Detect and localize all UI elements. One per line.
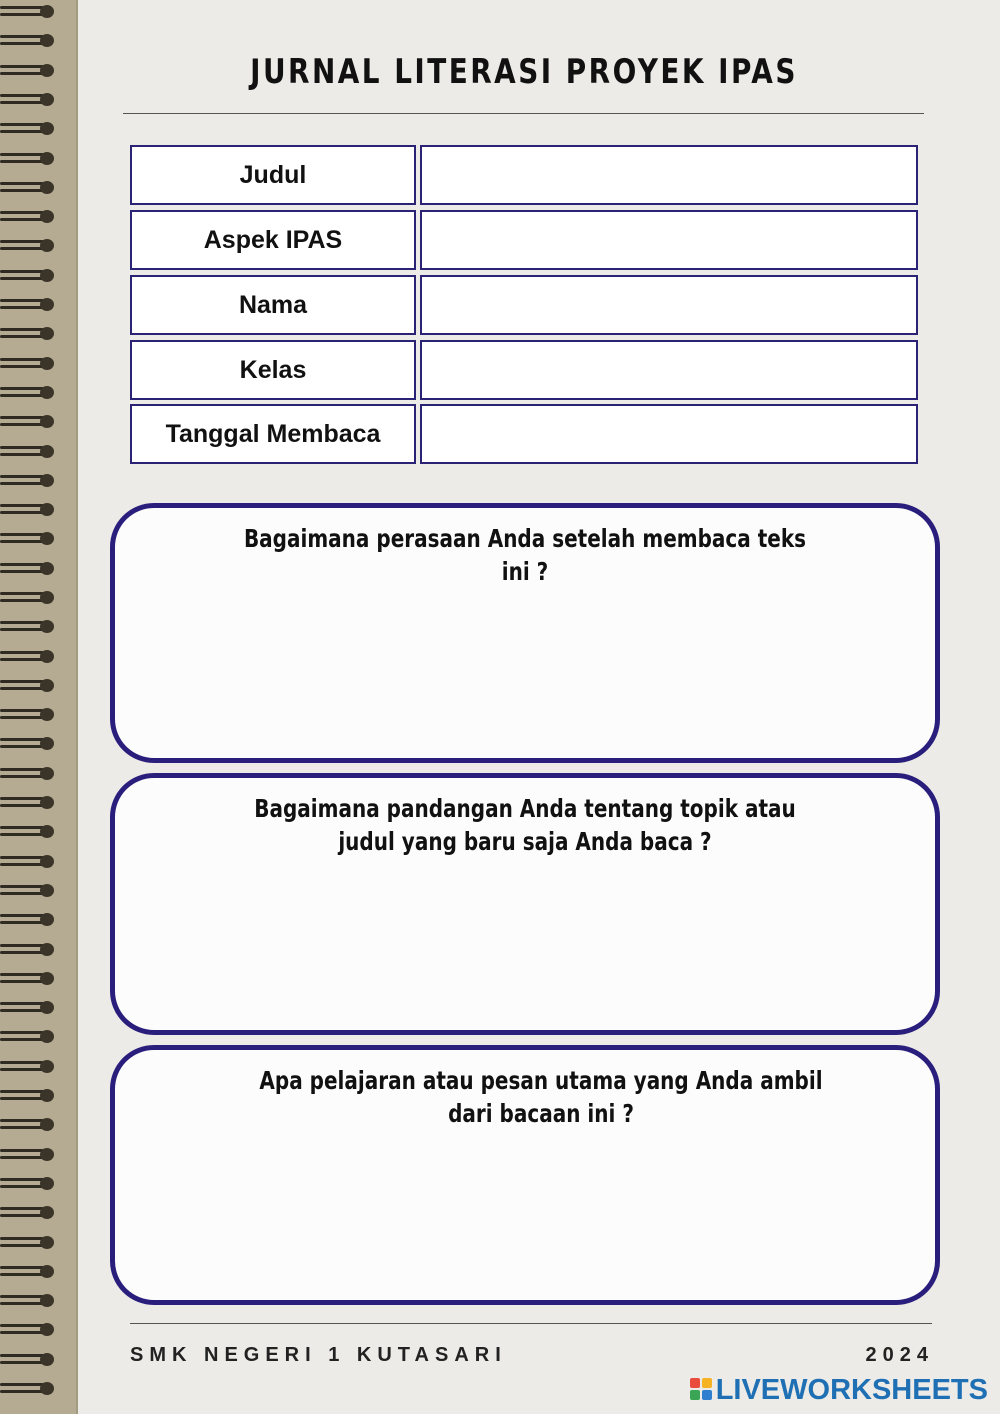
spiral-ring [0,1059,60,1075]
info-label-judul: Judul [130,145,416,205]
spiral-ring [0,63,60,79]
liveworksheets-logo-icon [690,1378,714,1402]
spiral-ring [0,1176,60,1192]
info-field-judul[interactable] [420,145,918,205]
spiral-ring [0,356,60,372]
spiral-ring [0,971,60,987]
spiral-ring [0,4,60,20]
spiral-ring [0,326,60,342]
info-row-judul [130,145,918,205]
spiral-ring [0,151,60,167]
spiral-ring [0,297,60,313]
spiral-ring [0,92,60,108]
spiral-ring [0,444,60,460]
footer-year: 2024 [865,1344,934,1366]
question-box-2 [110,773,940,1035]
info-label-kelas: Kelas [130,340,416,400]
info-field-tanggal-membaca[interactable] [420,404,918,464]
spiral-ring [0,766,60,782]
answer-area-3[interactable] [145,1160,905,1280]
spiral-ring [0,942,60,958]
spiral-ring [0,707,60,723]
spiral-ring [0,209,60,225]
spiral-ring [0,619,60,635]
spiral-ring [0,1147,60,1163]
spiral-ring [0,1117,60,1133]
info-label-tanggal-membaca: Tanggal Membaca [130,404,416,464]
spiral-ring [0,1205,60,1221]
info-field-nama[interactable] [420,275,918,335]
spiral-ring [0,649,60,665]
spiral-ring [0,854,60,870]
logo-square-i [702,1378,712,1388]
info-row-kelas [130,340,918,400]
info-row-aspek-ipas [130,210,918,270]
logo-square-e [702,1390,712,1400]
spiral-ring [0,121,60,137]
page-title: JURNAL LITERASI PROYEK IPAS [250,52,798,92]
question-box-1 [110,503,940,763]
notebook-spine [0,0,78,1414]
spiral-ring [0,912,60,928]
answer-area-2[interactable] [145,890,905,1010]
spiral-ring [0,795,60,811]
spiral-ring [0,824,60,840]
title-divider [123,113,924,114]
info-row-tanggal-membaca [130,404,918,464]
spiral-ring [0,414,60,430]
spiral-ring [0,531,60,547]
spiral-ring [0,678,60,694]
info-label-nama: Nama [130,275,416,335]
spiral-ring [0,1352,60,1368]
footer-school-name: SMK NEGERI 1 KUTASARI [130,1344,507,1366]
spiral-ring [0,473,60,489]
info-field-kelas[interactable] [420,340,918,400]
question-box-3 [110,1045,940,1305]
logo-square-v [690,1390,700,1400]
spiral-ring [0,1322,60,1338]
spiral-ring [0,1088,60,1104]
spiral-ring [0,1264,60,1280]
spiral-ring [0,1235,60,1251]
logo-square-l [690,1378,700,1388]
liveworksheets-watermark [690,1374,988,1406]
spiral-ring [0,268,60,284]
info-row-nama [130,275,918,335]
question-text-3: Apa pelajaran atau pesan utama yang Anda ambil dari bacaan ini ? [259,1066,823,1128]
spiral-ring [0,180,60,196]
answer-area-1[interactable] [145,618,905,738]
spiral-ring [0,1381,60,1397]
spiral-ring [0,883,60,899]
spiral-ring [0,238,60,254]
spiral-ring [0,1029,60,1045]
spiral-ring [0,1293,60,1309]
info-field-aspek-ipas[interactable] [420,210,918,270]
spiral-ring [0,502,60,518]
spiral-ring [0,561,60,577]
footer-divider [130,1323,932,1324]
spiral-ring [0,736,60,752]
spiral-ring [0,1000,60,1016]
liveworksheets-text: LIVEWORKSHEETS [715,1373,988,1406]
question-text-1: Bagaimana perasaan Anda setelah membaca teks ini ? [243,524,807,586]
spiral-ring [0,33,60,49]
spiral-ring [0,385,60,401]
spiral-ring [0,590,60,606]
question-text-2: Bagaimana pandangan Anda tentang topik atau judul yang baru saja Anda baca ? [254,794,796,856]
info-label-aspek-ipas: Aspek IPAS [130,210,416,270]
